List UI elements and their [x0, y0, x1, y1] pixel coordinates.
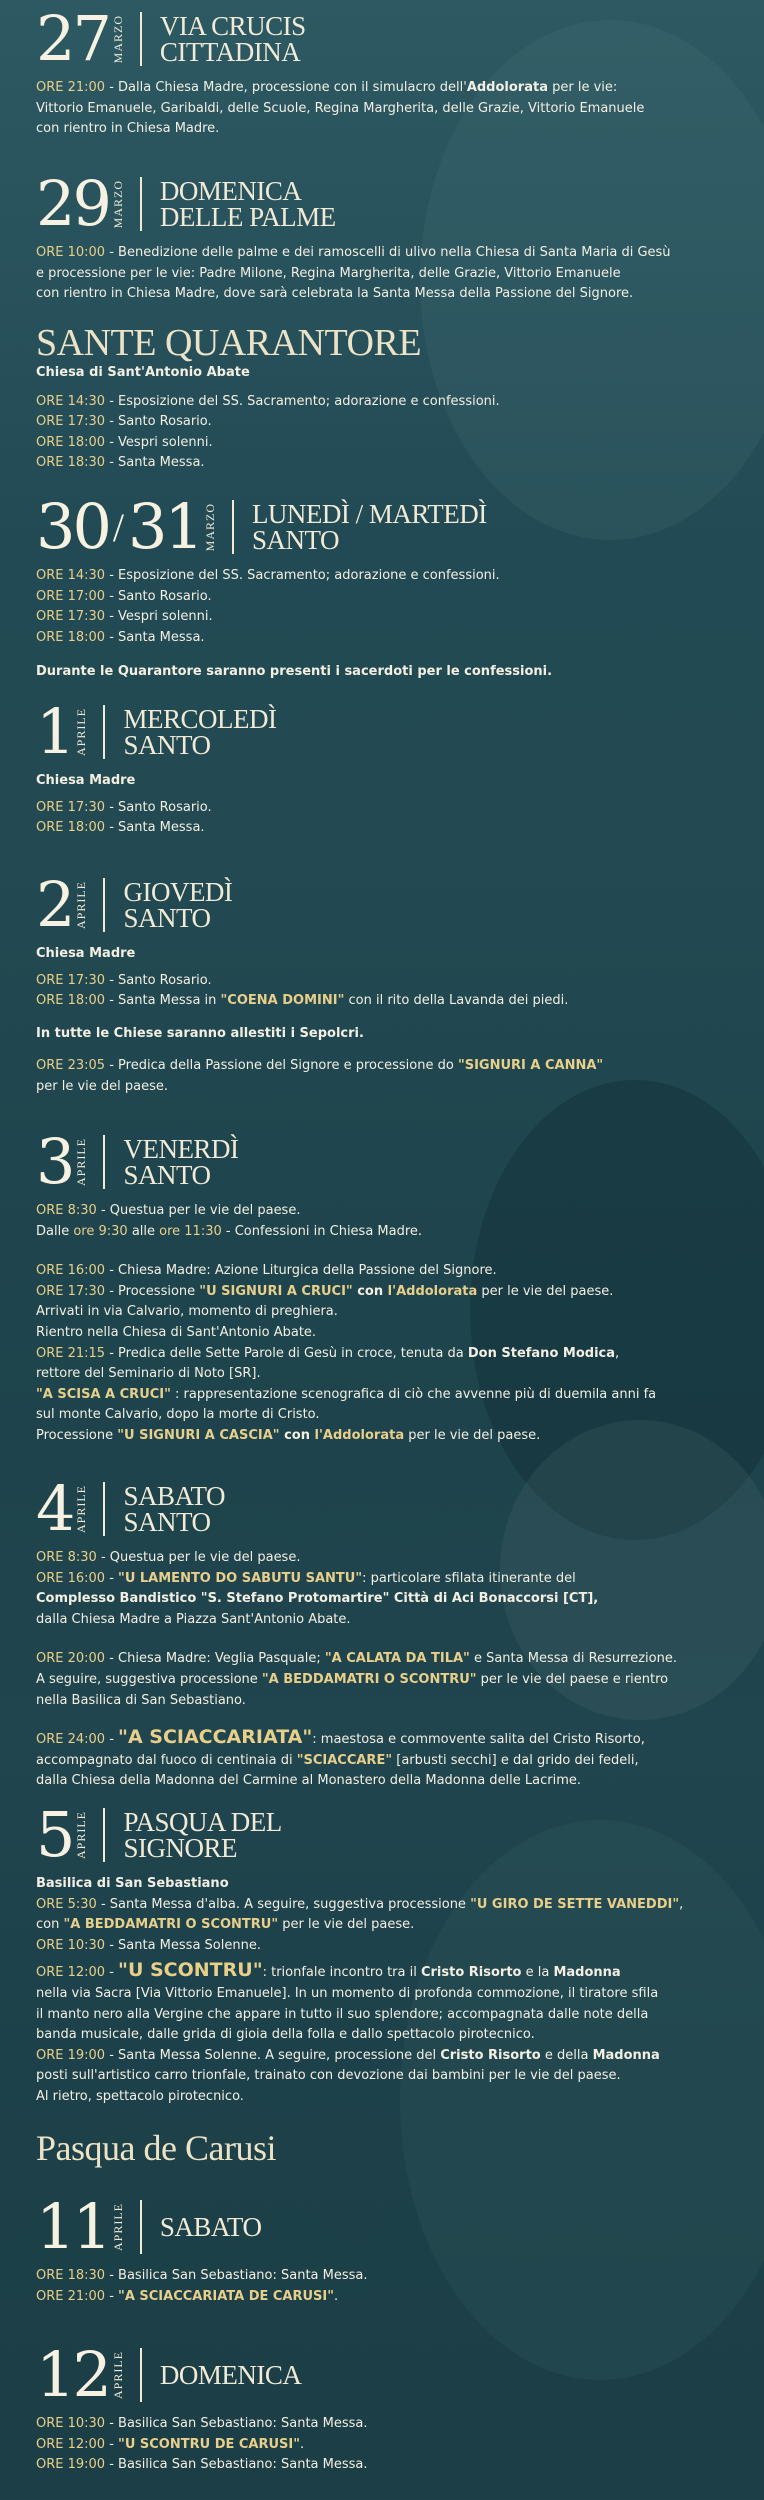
event-line: nella via Sacra [Via Vittorio Emanuele]. In un momento di profonda commozione, il tiratore sfila	[36, 1985, 659, 2001]
section-quarantore	[36, 323, 736, 474]
event-line: ORE 10:30 - Basilica San Sebastiano: Santa Messa.	[36, 2416, 368, 2431]
section-30-31-marzo	[36, 488, 736, 683]
day-title: MERCOLEDÌ SANTO	[123, 704, 277, 760]
event-line: ORE 21:15 - Predica delle Sette Parole di Gesù in croce, tenuta da Don Stefano Modica,	[36, 1345, 620, 1361]
month-label: APRILE	[74, 881, 89, 929]
date-header	[36, 1123, 736, 1201]
church-name: Chiesa Madre	[36, 946, 136, 961]
event-line: "A SCISA A CRUCI" : rappresentazione scenografica di ciò che avvenne più di duemila anni fa	[36, 1386, 657, 1402]
divider-bar	[140, 2348, 142, 2402]
day-title: VIA CRUCIS CITTADINA	[159, 11, 306, 67]
event-line: ORE 5:30 - Santa Messa d'alba. A seguire, suggestiva processione "U GIRO DE SETTE VANEDDI",	[36, 1896, 684, 1912]
month-label: MARZO	[110, 179, 125, 229]
day-title: SABATO SANTO	[123, 1481, 225, 1537]
month-label: MARZO	[202, 502, 217, 552]
event-line: ORE 23:05 - Predica della Passione del Signore e processione do "SIGNURI A CANNA"	[36, 1058, 604, 1074]
event-line: Arrivati in via Calvario, momento di preghiera.	[36, 1304, 338, 1320]
event-line: Processione "U SIGNURI A CASCIA" con l'Addolorata per le vie del paese.	[36, 1427, 541, 1443]
event-line: ORE 10:30 - Santa Messa Solenne.	[36, 1937, 261, 1953]
day-title: GIOVEDÌ SANTO	[123, 877, 233, 933]
section-title: Pasqua de Carusi	[36, 2128, 276, 2168]
date-header	[36, 165, 736, 243]
event-line: dalla Chiesa della Madonna del Carmine al Monastero della Madonna delle Lacrime.	[36, 1773, 582, 1789]
section-29-marzo	[36, 165, 736, 305]
event-line: ORE 17:00 - Santo Rosario.	[36, 588, 212, 604]
month-label: APRILE	[74, 1811, 89, 1859]
day-number: 4	[36, 1472, 73, 1545]
event-line: ORE 17:30 - Santo Rosario.	[36, 414, 212, 430]
event-line: banda musicale, dalle grida di gioia della folla e dallo spettacolo pirotecnico.	[36, 2027, 535, 2043]
event-line: Vittorio Emanuele, Garibaldi, delle Scuole, Regina Margherita, delle Grazie, Vittorio Emanuele	[36, 100, 645, 116]
event-line: dalla Chiesa Madre a Piazza Sant'Antonio Abate.	[36, 1611, 351, 1627]
event-line: ORE 17:30 - Vespri solenni.	[36, 609, 213, 625]
event-line: ORE 21:00 - "A SCIACCARIATA DE CARUSI".	[36, 2288, 339, 2304]
event-line: e processione per le vie: Padre Milone, Regina Margherita, delle Grazie, Vittorio Emanuele	[36, 265, 621, 281]
event-line: Al rietro, spettacolo pirotecnico.	[36, 2088, 244, 2104]
day-number: 31	[128, 490, 201, 563]
divider-bar	[232, 500, 234, 554]
church-name: Chiesa Madre	[36, 773, 136, 788]
event-line: ORE 18:30 - Santa Messa.	[36, 455, 205, 471]
section-5-aprile	[36, 1796, 736, 2108]
event-line: ORE 19:00 - Basilica San Sebastiano: Santa Messa.	[36, 2457, 368, 2473]
month-label: APRILE	[110, 2203, 125, 2251]
month-label: APRILE	[74, 1138, 89, 1186]
date-header	[36, 2336, 736, 2414]
day-number: 5	[36, 1798, 73, 1871]
event-line: posti sull'artistico carro trionfale, trainato con devozione dai bambini per le vie del paese.	[36, 2068, 621, 2084]
church-name: Chiesa di Sant'Antonio Abate	[36, 365, 250, 380]
event-line: ORE 21:00 - Dalla Chiesa Madre, processione con il simulacro dell'Addolorata per le vie:	[36, 80, 618, 95]
month-label: MARZO	[110, 14, 125, 64]
church-name: Basilica di San Sebastiano	[36, 1876, 229, 1891]
month-label: APRILE	[110, 2351, 125, 2399]
section-pasqua-de-carusi	[36, 2128, 736, 2168]
date-header	[36, 1796, 736, 1874]
section-4-aprile	[36, 1470, 736, 1792]
event-line: nella Basilica di San Sebastiano.	[36, 1692, 246, 1708]
event-line: ORE 19:00 - Santa Messa Solenne. A seguire, processione del Cristo Risorto e della Madonna	[36, 2047, 660, 2063]
day-number: 11	[36, 2190, 109, 2263]
section-12-aprile	[36, 2336, 736, 2476]
day-number: 3	[36, 1125, 73, 1198]
day-title: LUNEDÌ / MARTEDÌ SANTO	[251, 499, 487, 555]
section-1-aprile	[36, 693, 736, 839]
day-number: 27	[36, 2, 109, 75]
date-header	[36, 488, 736, 566]
day-title: DOMENICA	[159, 2360, 302, 2390]
date-header	[36, 866, 736, 944]
day-title: DOMENICA DELLE PALME	[159, 176, 336, 232]
event-line: ORE 24:00 - "A SCIACCARIATA": maestosa e commovente salita del Cristo Risorto,	[36, 1726, 645, 1749]
section-3-aprile	[36, 1123, 736, 1447]
event-line: ORE 16:00 - Chiesa Madre: Azione Liturgica della Passione del Signore.	[36, 1263, 497, 1279]
note: In tutte le Chiese saranno allestiti i Sepolcri.	[36, 1025, 364, 1041]
event-line: ORE 18:30 - Basilica San Sebastiano: Santa Messa.	[36, 2268, 368, 2283]
event-line: Complesso Bandistico "S. Stefano Protomartire" Città di Aci Bonaccorsi [CT],	[36, 1591, 599, 1607]
divider-bar	[140, 12, 142, 66]
date-separator: /	[112, 504, 125, 550]
event-line: ORE 14:30 - Esposizione del SS. Sacramento; adorazione e confessioni.	[36, 568, 500, 583]
divider-bar	[103, 1808, 105, 1862]
event-line: A seguire, suggestiva processione "A BEDDAMATRI O SCONTRU" per le vie del paese e rientro	[36, 1671, 669, 1687]
event-line: ORE 8:30 - Questua per le vie del paese.	[36, 1550, 301, 1565]
note: Durante le Quarantore saranno presenti i sacerdoti per le confessioni.	[36, 664, 553, 680]
event-line: il manto nero alla Vergine che appare in tutto il suo splendore; accompagnata dalle note della	[36, 2006, 649, 2022]
divider-bar	[103, 1482, 105, 1536]
event-line: ORE 8:30 - Questua per le vie del paese.	[36, 1203, 301, 1218]
divider-bar	[140, 2200, 142, 2254]
date-header	[36, 2188, 736, 2266]
event-line: ORE 12:00 - "U SCONTRU": trionfale incontro tra il Cristo Risorto e la Madonna	[36, 1959, 621, 1982]
event-line: Rientro nella Chiesa di Sant'Antonio Abate.	[36, 1324, 317, 1340]
section-11-aprile	[36, 2188, 736, 2307]
event-line: ORE 18:00 - Santa Messa.	[36, 629, 205, 645]
event-line: con "A BEDDAMATRI O SCONTRU" per le vie del paese.	[36, 1917, 415, 1933]
month-label: APRILE	[74, 1485, 89, 1533]
divider-bar	[103, 705, 105, 759]
event-line: ORE 10:00 - Benedizione delle palme e dei ramoscelli di ulivo nella Chiesa di Santa Maria di Gesù	[36, 245, 671, 260]
day-title: SABATO	[159, 2212, 262, 2242]
month-label: APRILE	[74, 708, 89, 756]
event-line: ORE 18:00 - Santa Messa in "COENA DOMINI" con il rito della Lavanda dei piedi.	[36, 993, 569, 1009]
event-line: ORE 16:00 - "U LAMENTO DO SABUTU SANTU": particolare sfilata itinerante del	[36, 1570, 576, 1586]
event-line: rettore del Seminario di Noto [SR].	[36, 1366, 261, 1382]
event-line: ORE 20:00 - Chiesa Madre: Veglia Pasquale; "A CALATA DA TILA" e Santa Messa di Resurrezione.	[36, 1651, 677, 1667]
event-line: con rientro in Chiesa Madre.	[36, 121, 220, 137]
event-line: ORE 12:00 - "U SCONTRU DE CARUSI".	[36, 2436, 305, 2452]
section-title: SANTE QUARANTORE	[36, 322, 422, 364]
event-line: ORE 17:30 - Santo Rosario.	[36, 972, 212, 988]
day-title: PASQUA DEL SIGNORE	[123, 1807, 282, 1863]
divider-bar	[103, 878, 105, 932]
divider-bar	[103, 1135, 105, 1189]
section-27-marzo	[36, 0, 736, 140]
section-2-aprile	[36, 866, 736, 1098]
day-number: 12	[36, 2338, 109, 2411]
event-line: sul monte Calvario, dopo la morte di Cristo.	[36, 1407, 320, 1423]
date-header	[36, 1470, 736, 1548]
event-line: per le vie del paese.	[36, 1078, 169, 1094]
event-line: ORE 14:30 - Esposizione del SS. Sacramento; adorazione e confessioni.	[36, 393, 500, 409]
event-line: ORE 17:30 - Santo Rosario.	[36, 799, 212, 815]
event-line: con rientro in Chiesa Madre, dove sarà celebrata la Santa Messa della Passione del Signore.	[36, 286, 634, 302]
divider-bar	[140, 177, 142, 231]
event-line: Dalle ore 9:30 alle ore 11:30 - Confessioni in Chiesa Madre.	[36, 1223, 423, 1239]
date-header	[36, 693, 736, 771]
event-line: ORE 18:00 - Santa Messa.	[36, 820, 205, 836]
day-number: 29	[36, 167, 109, 240]
day-number: 30	[36, 490, 109, 563]
event-line: ORE 18:00 - Vespri solenni.	[36, 434, 213, 450]
day-title: VENERDÌ SANTO	[123, 1134, 239, 1190]
event-line: accompagnato dal fuoco di centinaia di "SCIACCARE" [arbusti secchi] e dal grido dei fedeli,	[36, 1752, 639, 1768]
day-number: 2	[36, 868, 73, 941]
day-number: 1	[36, 695, 73, 768]
event-line: ORE 17:30 - Processione "U SIGNURI A CRUCI" con l'Addolorata per le vie del paese.	[36, 1283, 614, 1299]
date-header	[36, 0, 736, 78]
